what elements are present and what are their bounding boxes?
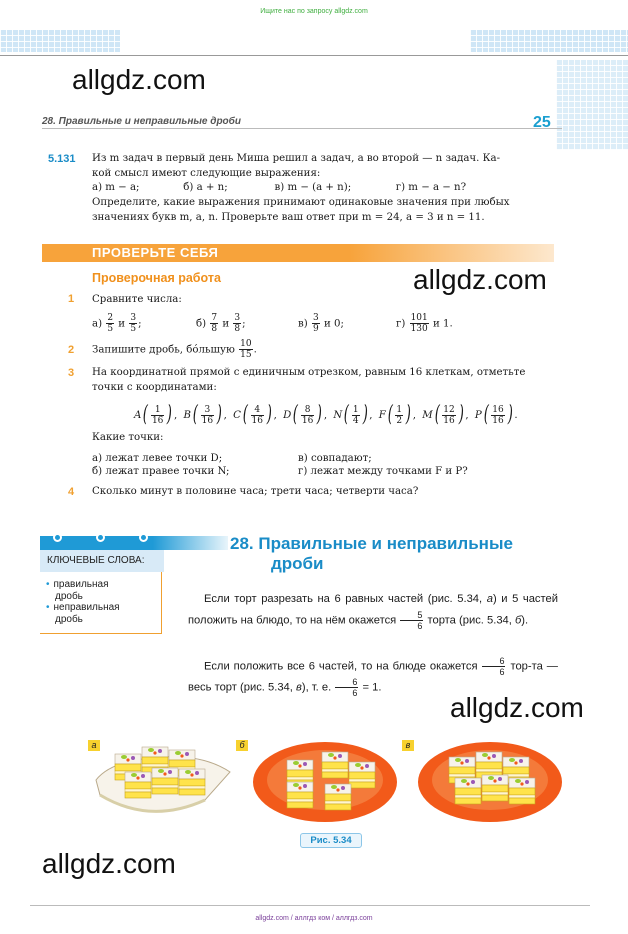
section-title-line: 28. Правильные и неправильные <box>230 534 513 553</box>
fraction: $\frac{6}{6}$ <box>335 677 358 698</box>
keywords-header: КЛЮЧЕВЫЕ СЛОВА: <box>40 550 164 572</box>
and: и <box>118 318 126 330</box>
text: в <box>296 681 302 694</box>
decor-squares-right <box>470 30 628 52</box>
bottom-link[interactable]: allgdz.com / аллгдз ком / аллгдз.com <box>255 915 373 922</box>
task-number: 1 <box>68 293 75 305</box>
task-number: 4 <box>68 486 75 498</box>
fraction: $\frac{101}{130}$ <box>410 313 428 334</box>
keyword-item: • правильная <box>46 579 120 591</box>
text: = 1. <box>359 681 382 694</box>
figure-label-b: б <box>236 740 248 751</box>
fraction: $\frac{5}{6}$ <box>400 610 423 631</box>
fraction: $\frac{7}{8}$ <box>211 313 218 334</box>
option: б) a + n; <box>183 182 228 193</box>
task-text: Сколько минут в половине часа; трети часа; четверти часа? <box>92 486 419 497</box>
point: F ( $\frac{1}{2}$ ) , <box>378 402 416 427</box>
task3-answer: в) совпадают; <box>298 453 372 464</box>
text: Если положить все 6 частей, то на блюде окажется <box>204 660 482 673</box>
task-number: 3 <box>68 367 75 379</box>
punct: ; <box>138 318 142 330</box>
keywords-list <box>46 579 120 625</box>
head-rule <box>42 128 562 129</box>
bottom-rule <box>30 905 590 906</box>
banner-title: ПРОВЕРЬТЕ СЕБЯ <box>92 245 219 260</box>
task3-answer: б) лежат правее точки N; <box>92 466 230 477</box>
fraction: $\frac{3}{9}$ <box>312 313 319 334</box>
cake-figure-b <box>253 742 397 822</box>
problem-text <box>92 152 554 181</box>
problem-text-2 <box>92 196 554 225</box>
fraction: $\frac{10}{15}$ <box>240 339 252 360</box>
problem-line: значениях букв m, a, n. Проверьте ваш ответ при m = 24, a = 3 и n = 11. <box>92 211 485 223</box>
task3-question: Какие точки: <box>92 432 164 443</box>
figure-caption: Рис. 5.34 <box>300 833 362 848</box>
page-number: 25 <box>533 114 551 131</box>
section-title <box>230 534 513 574</box>
point: A ( $\frac{1}{16}$ ) , <box>134 402 178 427</box>
fraction: $\frac{3}{5}$ <box>130 313 137 334</box>
cake-figure-a <box>96 747 230 811</box>
point: C ( $\frac{4}{16}$ ) , <box>233 402 277 427</box>
watermark: allgdz.com <box>450 692 584 723</box>
text: б <box>515 614 522 627</box>
running-head: 28. Правильные и неправильные дроби <box>42 116 241 127</box>
keyword-item-cont: дробь <box>55 613 83 625</box>
text: а <box>486 593 493 605</box>
text: торта (рис. 5.34, <box>424 614 515 627</box>
binder-ring-icon <box>53 533 62 542</box>
punct: . <box>253 344 257 356</box>
decor-squares-corner <box>556 60 628 150</box>
fraction: $\frac{3}{8}$ <box>234 313 241 334</box>
check-yourself-banner <box>42 244 554 262</box>
task-text: Сравните числа: <box>92 294 182 305</box>
fraction: $\frac{2}{5}$ <box>107 313 114 334</box>
paragraph-1 <box>188 589 558 631</box>
task1-v <box>298 313 344 334</box>
top-link[interactable]: Ищите нас по запросу allgdz.com <box>260 8 368 15</box>
task1-a <box>92 313 142 334</box>
binder-ring-icon <box>139 533 148 542</box>
keywords-tab-strip <box>40 536 228 550</box>
task-line: На координатной прямой с единичным отрезком, равным 16 клеткам, отметьте <box>92 367 526 378</box>
label: в) <box>298 318 308 330</box>
problem-options <box>92 182 466 193</box>
point: P ( $\frac{16}{16}$ ) . <box>474 402 518 427</box>
test-subhead: Проверочная работа <box>92 271 221 285</box>
fraction: $\frac{6}{6}$ <box>482 656 505 677</box>
watermark: allgdz.com <box>413 264 547 295</box>
problem-line: кой смысл имеют следующие выражения: <box>92 167 321 179</box>
watermark: allgdz.com <box>72 64 206 95</box>
watermark: allgdz.com <box>42 848 176 879</box>
points-row <box>134 404 521 426</box>
label: б) <box>196 318 207 330</box>
point: B ( $\frac{3}{16}$ ) , <box>183 402 227 427</box>
keyword-item: • неправильная <box>46 602 120 614</box>
label: г) <box>396 318 406 330</box>
point: N ( $\frac{1}{4}$ ) , <box>333 402 373 427</box>
problem-line: Определите, какие выражения принимают одинаковые значения при любых <box>92 197 510 208</box>
task-line: точки с координатами: <box>92 381 217 393</box>
option: а) m − a; <box>92 182 140 193</box>
task2 <box>92 339 257 360</box>
punct: ; <box>242 318 246 330</box>
option: в) m − (a + n); <box>274 182 352 193</box>
binder-ring-icon <box>96 533 105 542</box>
paragraph-2 <box>188 656 558 699</box>
task3-answer: а) лежат левее точки D; <box>92 453 223 464</box>
top-rule <box>0 55 628 56</box>
cake-illustrations <box>0 700 628 830</box>
point: M ( $\frac{12}{16}$ ) , <box>422 402 469 427</box>
rest: и 0; <box>323 318 344 330</box>
keywords-box <box>40 550 162 634</box>
problem-line: Из m задач в первый день Миша решил a задач, а во второй — n задач. Ка- <box>92 153 501 164</box>
task3-answer: г) лежат между точками F и P? <box>298 466 468 477</box>
text: ) и 5 частей положить на блюдо, то на нём окажется <box>188 593 558 627</box>
cake-figure-v <box>418 742 562 822</box>
text: ). <box>521 614 529 627</box>
label: а) <box>92 318 103 330</box>
figure-label-a: а <box>88 740 100 751</box>
text: тор-та — весь торт (рис. 5.34, <box>188 660 558 694</box>
point: D ( $\frac{8}{16}$ ) , <box>283 402 328 427</box>
and: и <box>222 318 230 330</box>
decor-squares-left <box>0 30 120 52</box>
text: ), т. е. <box>301 681 335 694</box>
figure-label-v: в <box>402 740 414 751</box>
task-text: Запишите дробь, бóльшую <box>92 344 235 356</box>
option: г) m − a − n? <box>395 182 467 193</box>
section-title-line: дроби <box>271 554 324 573</box>
text: Если торт разрезать на 6 равных частей (рис. 5.34, <box>204 593 487 605</box>
task1-b <box>196 313 246 334</box>
rest: и 1. <box>433 318 453 330</box>
task-number: 2 <box>68 344 75 356</box>
task3-text <box>92 366 554 395</box>
problem-number: 5.131 <box>48 153 76 165</box>
task1-g <box>396 313 453 334</box>
keyword-item-cont: дробь <box>55 590 83 602</box>
